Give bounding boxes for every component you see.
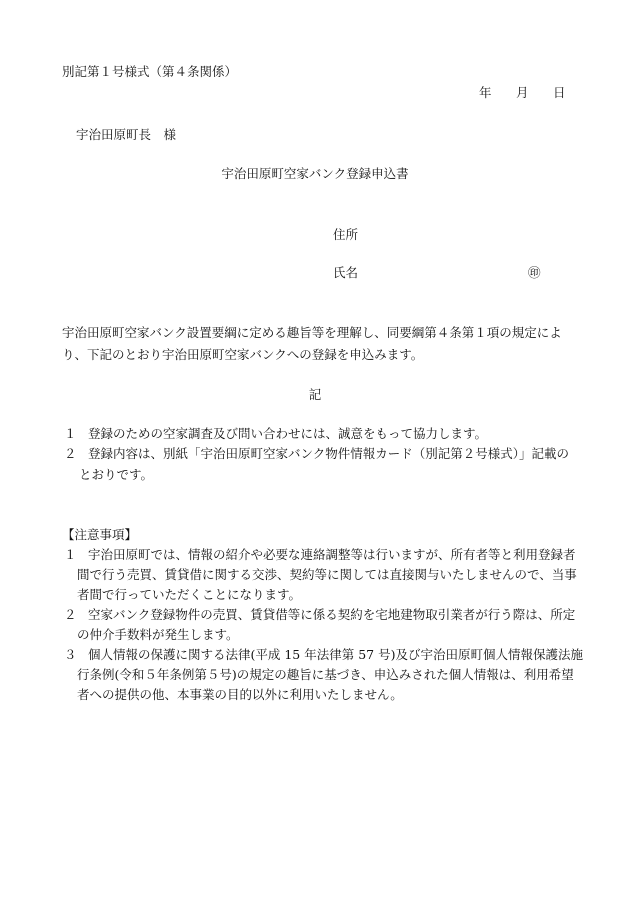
note-2-number: ２ (64, 607, 77, 622)
item-2-number: ２ (64, 446, 77, 461)
intro-line-1: 宇治田原町空家バンク設置要綱に定める趣旨等を理解し、同要綱第４条第１項の規定によ (62, 325, 562, 340)
name-label: 氏名 (333, 265, 359, 280)
note-1-line-1: 宇治田原町では、情報の紹介や必要な連絡調整等は行いますが、所有者等と利用登録者 (88, 547, 576, 562)
document-title: 宇治田原町空家バンク登録申込書 (221, 166, 409, 181)
address-label: 住所 (333, 227, 359, 242)
item-1-number: １ (64, 426, 77, 441)
note-2-line-2: の仲介手数料が発生します。 (77, 627, 239, 642)
note-3-line-3: 者への提供の他、本事業の目的以外に利用いたしません。 (77, 687, 403, 702)
item-2-text-line-1: 登録内容は、別紙「宇治田原町空家バンク物件情報カード（別記第２号様式）」記載の (88, 446, 570, 461)
form-number: 別記第１号様式（第４条関係） (62, 64, 238, 79)
intro-line-2: り、下記のとおり宇治田原町空家バンクへの登録を申込みます。 (62, 347, 424, 362)
ki-heading: 記 (308, 387, 322, 402)
seal-mark: ㊞ (528, 265, 541, 280)
note-1-line-3: 者間で行っていただくことになります。 (77, 587, 302, 602)
note-1-line-2: 間で行う売買、賃貸借に関する交渉、契約等に関しては直接関与いたしませんので、当事 (77, 567, 577, 582)
note-3-number: ３ (64, 647, 77, 662)
note-3-line-1: 個人情報の保護に関する法律(平成 15 年法律第 57 号)及び宇治田原町個人情報保護法施 (88, 647, 583, 662)
addressee: 宇治田原町長 様 (76, 127, 177, 142)
notes-heading: 【注意事項】 (62, 527, 138, 542)
item-1-text: 登録のための空家調査及び問い合わせには、誠意をもって協力します。 (88, 426, 488, 441)
note-3-line-2: 行条例(令和５年条例第５号)の規定の趣旨に基づき、申込みされた個人情報は、利用希望 (77, 667, 574, 682)
date-month-label: 月 (516, 85, 529, 100)
note-1-number: １ (64, 547, 77, 562)
note-2-line-1: 空家バンク登録物件の売買、賃貸借等に係る契約を宅地建物取引業者が行う際は、所定 (88, 607, 576, 622)
date-year-label: 年 (479, 85, 492, 100)
item-2-text-line-2: とおりです。 (79, 467, 154, 482)
date-day-label: 日 (553, 85, 566, 100)
